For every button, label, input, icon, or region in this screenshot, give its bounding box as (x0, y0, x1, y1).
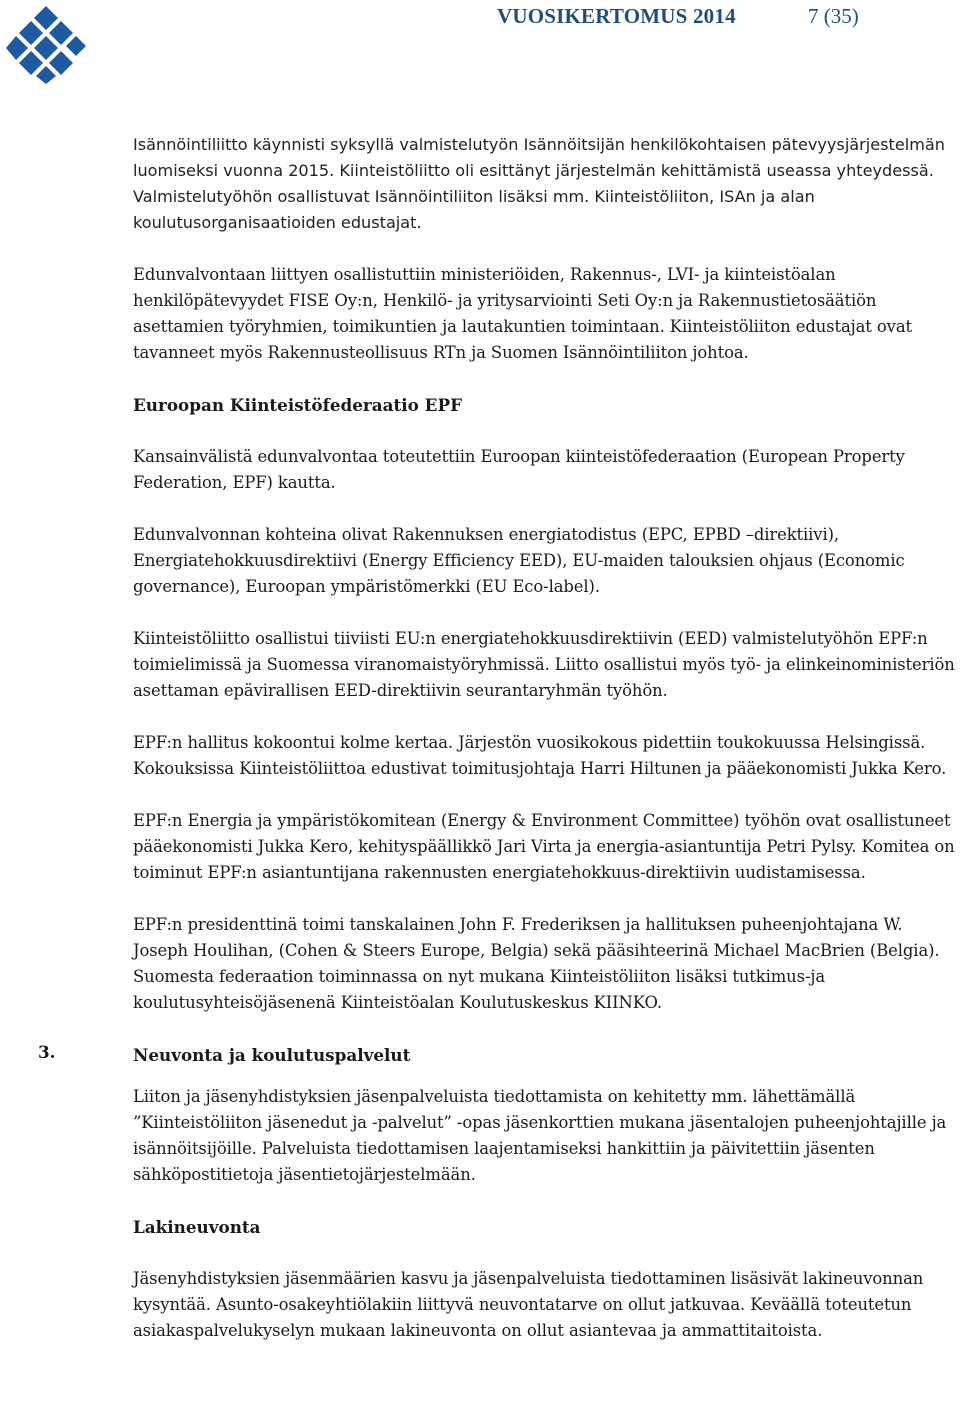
document-body (38, 132, 958, 1344)
paragraph-epf-targets: Edunvalvonnan kohteina olivat Rakennuksen energiatodistus (EPC, EPBD –direktiivi), Energiatehokkuusdirektiivi (Energy Efficiency EED), EU-maiden talouksien ohjaus (Economic governance), Euroopan ympäristömerkki (EU Eco-label). (133, 525, 905, 596)
paragraph-epf-intro: Kansainvälistä edunvalvontaa toteutettiin Euroopan kiinteistöfederaation (European Property Federation, EPF) kautta. (133, 447, 905, 492)
section-title: Neuvonta ja koulutuspalvelut (133, 1045, 411, 1065)
heading-lakineuvonta: Lakineuvonta (133, 1217, 261, 1237)
paragraph-epf-president: EPF:n presidenttinä toimi tanskalainen John F. Frederiksen ja hallituksen puheenjohtajana W. Joseph Houlihan, (Cohen & Steers Europe, Belgia) sekä pääsihteerinä Michael MacBrien (Belgia). Suomesta federaation toiminnassa on nyt mukana Kiinteistöliiton lisäksi tutkimus-ja koulutusyhteisöjäsenenä Kiinteistöalan Koulutuskeskus KIINKO. (133, 915, 940, 1012)
paragraph-epf-board: EPF:n hallitus kokoontui kolme kertaa. Järjestön vuosikokous pidettiin toukokuussa Helsingissä. Kokouksissa Kiinteistöliittoa edustivat toimitusjohtaja Harri Hiltunen ja pääekonomisti Jukka Kero. (133, 733, 947, 778)
section-number: 3. (38, 1042, 56, 1062)
paragraph-intro: Isännöintiliitto käynnisti syksyllä valmistelutyön Isännöitsijän henkilökohtaisen pätevyysjärjestelmän luomiseksi vuonna 2015. Kiinteistöliitto oli esittänyt järjestelmän kehittämistä useassa yhteydessä. Valmistelutyöhön osallistuvat Isännöintiliiton lisäksi mm. Kiinteistöliiton, ISAn ja alan koulutusorganisaatioiden edustajat. (133, 135, 945, 232)
paragraph-energy-committee: EPF:n Energia ja ympäristökomitean (Energy & Environment Committee) työhön ovat osallistuneet pääekonomisti Jukka Kero, kehityspäällikkö Jari Virta ja energia-asiantuntija Petri Pylsy. Komitea on toiminut EPF:n asiantuntijana rakennusten energiatehokkuus-direktiivin uudistamisessa. (133, 811, 955, 882)
section-3-heading (38, 1042, 958, 1068)
paragraph-member-services: Liiton ja jäsenyhdistyksien jäsenpalveluista tiedottamista on kehitetty mm. lähettämällä ”Kiinteistöliiton jäsenedut ja -palvelut” -opas jäsenkorttien mukana jäsentalojen puheenjohtajille ja isännöitsijöille. Palveluista tiedottamisen laajentamiseksi hankittiin ja päivitettiin jäsenten sähköpostitietoja jäsentietojärjestelmään. (133, 1087, 947, 1184)
document-title: VUOSIKERTOMUS 2014 (497, 4, 736, 28)
heading-epf: Euroopan Kiinteistöfederaatio EPF (133, 395, 462, 415)
paragraph-edunvalvonta: Edunvalvontaan liittyen osallistuttiin ministeriöiden, Rakennus-, LVI- ja kiinteistöalan henkilöpätevyydet FISE Oy:n, Henkilö- ja yritysarviointi Seti Oy:n ja Rakennustietosäätiön asettamien työryhmien, toimikuntien ja lautakuntien toimintaan. Kiinteistöliiton edustajat ovat tavanneet myös Rakennusteollisuus RTn ja Suomen Isännöintiliiton johtoa. (133, 265, 912, 362)
paragraph-legal-advice: Jäsenyhdistyksien jäsenmäärien kasvu ja jäsenpalveluista tiedottaminen lisäsivät lakineuvonnan kysyntää. Asunto-osakeyhtiölakiin liittyvä neuvontatarve on ollut jatkuvaa. Keväällä toteutetun asiakaspalvelukyselyn mukaan lakineuvonta on ollut asiantevaa ja ammattitaitoista. (133, 1269, 924, 1340)
paragraph-eed: Kiinteistöliitto osallistui tiiviisti EU:n energiatehokkuusdirektiivin (EED) valmistelutyöhön EPF:n toimielimissä ja Suomessa viranomaistyöryhmissä. Liitto osallistui myös työ- ja elinkeinoministeriön asettaman epävirallisen EED-direktiivin seurantaryhmän työhön. (133, 629, 955, 700)
page-number: 7 (35) (808, 4, 859, 28)
diamond-grid-logo-icon (6, 4, 86, 84)
